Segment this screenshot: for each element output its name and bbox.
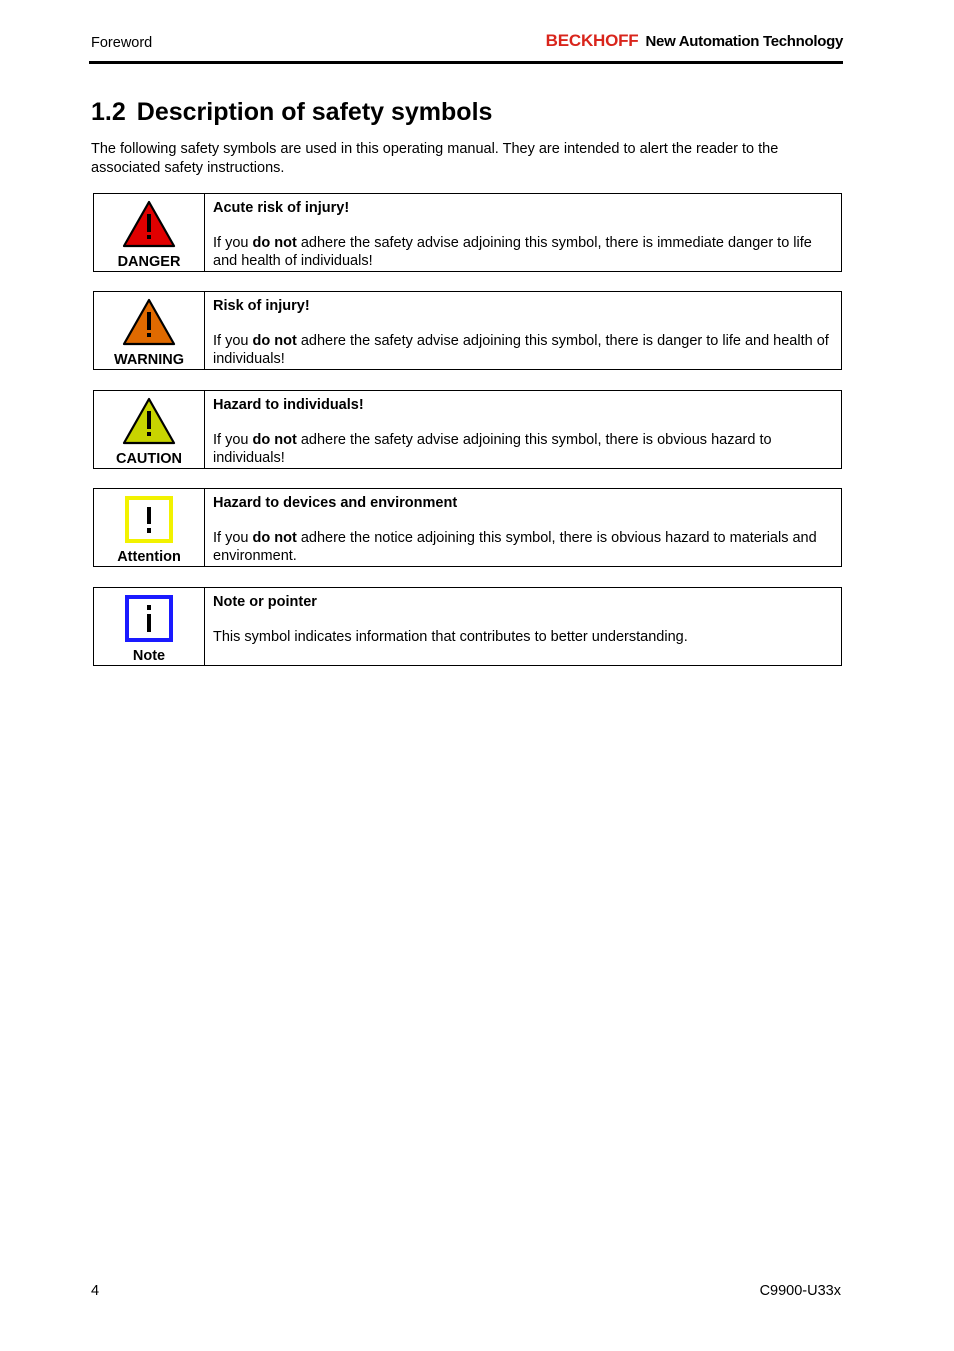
symbol-heading: Hazard to individuals! xyxy=(213,397,364,413)
symbol-icon-cell xyxy=(94,489,205,566)
symbol-box-attention xyxy=(93,488,842,567)
signal-word: Attention xyxy=(117,549,181,565)
info-square-icon xyxy=(121,593,177,643)
brand-tagline: New Automation Technology xyxy=(645,33,843,50)
symbol-heading: Hazard to devices and environment xyxy=(213,495,458,511)
header-rule xyxy=(89,61,843,64)
symbol-text-cell xyxy=(205,588,841,665)
symbol-icon-cell xyxy=(94,194,205,271)
section-title xyxy=(91,98,492,127)
brand-logo xyxy=(546,31,843,51)
symbol-description: If you do not adhere the safety advise adjoining this symbol, there is obvious hazard to individuals! xyxy=(213,432,772,466)
signal-word: DANGER xyxy=(117,254,181,270)
warning-triangle-icon xyxy=(121,199,177,249)
warning-triangle-icon xyxy=(121,297,177,347)
symbol-text-cell xyxy=(205,292,841,369)
symbol-icon-cell xyxy=(94,391,205,468)
symbol-heading: Risk of injury! xyxy=(213,298,310,314)
running-header-section: Foreword xyxy=(91,35,153,51)
section-heading: Description of safety symbols xyxy=(136,98,493,126)
signal-word: CAUTION xyxy=(115,451,183,467)
symbol-text-cell xyxy=(205,489,841,566)
signal-word: WARNING xyxy=(113,352,185,368)
symbol-description: If you do not adhere the safety advise adjoining this symbol, there is danger to life and health of individuals! xyxy=(213,333,829,367)
symbol-text-cell xyxy=(205,391,841,468)
symbol-box-danger xyxy=(93,193,842,272)
symbol-description: If you do not adhere the notice adjoining this symbol, there is obvious hazard to materials and environment. xyxy=(213,530,817,564)
symbol-icon-cell xyxy=(94,588,205,665)
symbol-heading: Note or pointer xyxy=(213,594,317,610)
symbol-description: This symbol indicates information that contributes to better understanding. xyxy=(213,629,688,645)
symbol-box-caution xyxy=(93,390,842,469)
warning-triangle-icon xyxy=(121,396,177,446)
brand-name: BECKHOFF xyxy=(545,31,639,50)
symbol-icon-cell xyxy=(94,292,205,369)
document-id: C9900-U33x xyxy=(759,1283,841,1299)
symbol-box-note xyxy=(93,587,842,666)
section-number: 1.2 xyxy=(91,98,126,126)
page-number: 4 xyxy=(91,1283,100,1299)
signal-word: Note xyxy=(132,648,166,664)
symbol-box-warning xyxy=(93,291,842,370)
exclamation-square-icon xyxy=(121,494,177,544)
symbol-description: If you do not adhere the safety advise adjoining this symbol, there is immediate danger to life and health of individuals! xyxy=(213,235,812,269)
symbol-text-cell xyxy=(205,194,841,271)
symbol-heading: Acute risk of injury! xyxy=(213,200,350,216)
intro-paragraph: The following safety symbols are used in this operating manual. They are intended to alert the reader to the associated safety instructions. xyxy=(91,141,779,176)
